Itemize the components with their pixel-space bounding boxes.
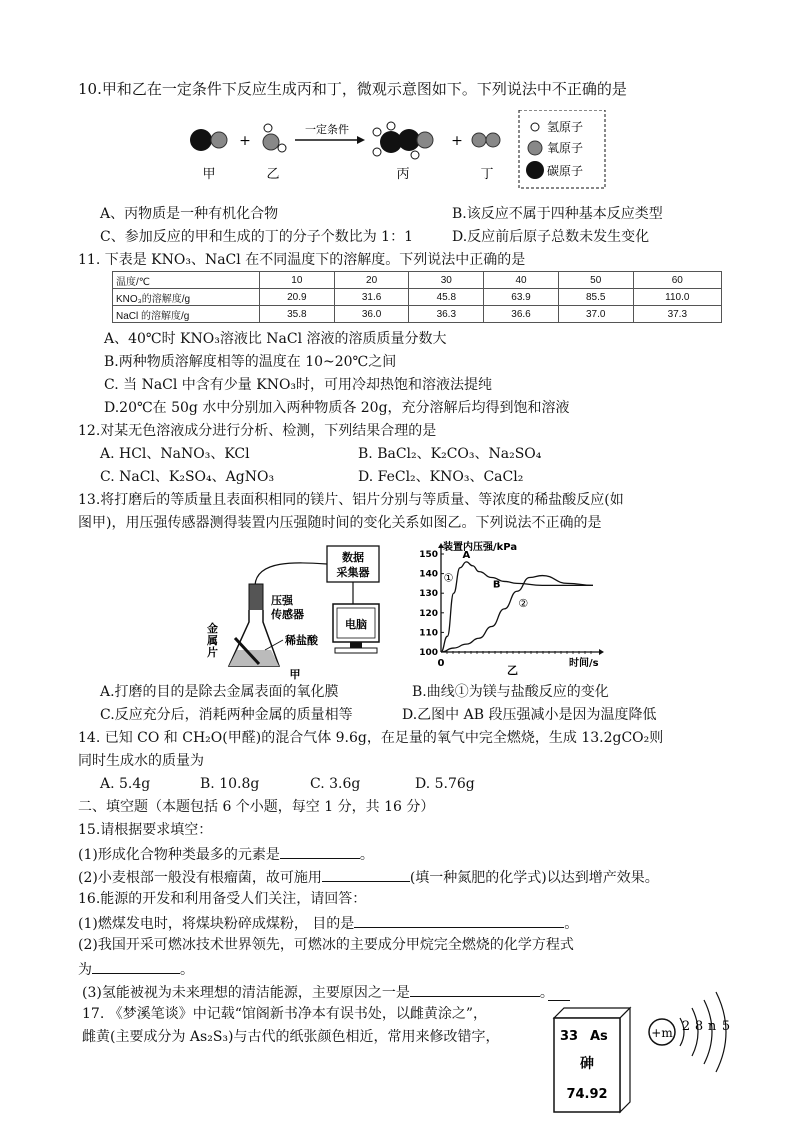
- element-symbol: As: [590, 1029, 608, 1044]
- q16-stem: 16.能源的开发和利用备受人们关注，请回答：: [78, 891, 367, 907]
- q10-option-b: B.该反应不属于四种基本反应类型: [452, 206, 663, 222]
- computer-stand: [350, 642, 362, 648]
- metal-label-2: 属: [207, 634, 218, 647]
- q13-option-b: B.曲线①为镁与盐酸反应的变化: [412, 684, 609, 700]
- table-cell: 20: [334, 272, 409, 289]
- q14-stem-line1: 14. 已知 CO 和 CH₂O(甲醛)的混合气体 9.6g，在足量的氧气中完全燃烧，生成 13.2gCO₂则: [78, 730, 664, 746]
- table-row: [113, 289, 722, 306]
- table-row: [113, 272, 722, 289]
- table-cell: 36.3: [409, 306, 484, 323]
- y-tick-label: 120: [419, 608, 438, 619]
- q12-option-c: C. NaCl、K₂SO₄、AgNO₃: [100, 469, 275, 485]
- oxygen-atom-icon: [528, 141, 542, 155]
- q14-option-b: B. 10.8g: [200, 776, 260, 792]
- hydrogen-atom-icon: [264, 124, 272, 132]
- table-header-cell: KNO₃的溶解度/g: [113, 289, 260, 306]
- y-tick-label: 150: [419, 550, 438, 560]
- oxygen-atom-icon: [486, 133, 500, 147]
- q15-line1-end: 。: [359, 847, 374, 863]
- q13-option-d: D.乙图中 AB 段压强减小是因为温度降低: [402, 707, 657, 723]
- computer-base: [335, 648, 377, 653]
- computer-label: 电脑: [345, 618, 367, 631]
- label-ding: 丁: [480, 167, 494, 182]
- q15-line2-end: (填一种氮肥的化学式)以达到增产效果。: [409, 870, 659, 886]
- hydrogen-atom-icon: [531, 123, 539, 131]
- q16-line3-text: (3)氢能被视为未来理想的清洁能源，主要原因之一是: [82, 985, 410, 1001]
- q16-line2a: (2)我国开采可燃冰技术世界领先，可燃冰的主要成分甲烷完全燃烧的化学方程式: [78, 937, 574, 953]
- arrow-label: 一定条件: [305, 123, 349, 136]
- y-tick-label: 140: [419, 569, 438, 580]
- table-cell: 40: [484, 272, 559, 289]
- y-tick-label: 110: [419, 628, 438, 639]
- table-cell: 31.6: [334, 289, 409, 306]
- plus-sign: +: [451, 133, 463, 149]
- pressure-sensor: [249, 584, 263, 612]
- q15-line2: [78, 867, 659, 887]
- annotation-b: B: [492, 579, 501, 591]
- series-line-1: [441, 562, 593, 652]
- q16-line2b: [78, 959, 194, 979]
- oxygen-atom-icon: [472, 133, 486, 147]
- q13-stem-line1: 13.将打磨后的等质量且表面积相同的镁片、铝片分别与等质量、等浓度的稀盐酸反应(如: [78, 492, 624, 508]
- label-yi: 乙: [266, 167, 280, 182]
- y-tick-label: 130: [419, 589, 438, 600]
- q17-line1: 17. 《梦溪笔谈》中记载“馆阁新书净本有误书处，以雌黄涂之”，: [82, 1006, 488, 1022]
- oxygen-atom-icon: [263, 134, 279, 150]
- q12-stem: 12.对某无色溶液成分进行分析、检测，下列结果合理的是: [78, 423, 437, 439]
- table-cell: 110.0: [633, 289, 721, 306]
- series-label: ②: [518, 596, 529, 610]
- label-jia: 甲: [202, 167, 216, 182]
- table-cell: 10: [260, 272, 335, 289]
- q11-option-d: D.20℃在 50g 水中分别加入两种物质各 20g，充分溶解后均得到饱和溶液: [104, 400, 570, 416]
- q14-stem-line2: 同时生成水的质量为: [78, 753, 204, 769]
- pressure-chart: [415, 540, 605, 675]
- shell-electrons: 5: [721, 1019, 731, 1034]
- pressure-sensor-label-1: 压强: [271, 594, 293, 607]
- chart-caption: 乙: [507, 664, 518, 675]
- table-cell: 63.9: [484, 289, 559, 306]
- annotation-a: A: [462, 549, 471, 561]
- label-bing: 丙: [396, 167, 410, 182]
- metal-label-3: 片: [207, 646, 218, 659]
- q17-blank-mark: [548, 1000, 570, 1001]
- q10-option-a: A、丙物质是一种有机化合物: [100, 206, 279, 222]
- nucleus-charge: +m: [651, 1026, 673, 1040]
- q10-option-d: D.反应前后原子总数未发生变化: [452, 229, 650, 245]
- q10-option-c: C、参加反应的甲和生成的丁的分子个数比为 1：1: [100, 229, 413, 245]
- y-axis-label: 装置内压强/kPa: [443, 542, 518, 553]
- answer-blank[interactable]: [92, 959, 180, 974]
- shell-electrons: 2: [681, 1019, 691, 1034]
- q12-option-b: B. BaCl₂、K₂CO₃、Na₂SO₄: [358, 446, 542, 462]
- table-cell: 35.8: [260, 306, 335, 323]
- x-axis-arrow-icon: [599, 649, 604, 655]
- element-tile-arsenic: [550, 1006, 634, 1116]
- arrow-head-icon: [357, 136, 365, 144]
- table-header-cell: 温度/℃: [113, 272, 260, 289]
- shell-electrons: 8: [694, 1019, 704, 1034]
- q16-line2b-text: 为: [78, 962, 92, 978]
- atomic-number: 33: [560, 1029, 579, 1044]
- q15-line1: [78, 844, 374, 864]
- q12-option-a: A. HCl、NaNO₃、KCl: [100, 446, 250, 462]
- element-name: 砷: [580, 1056, 594, 1072]
- q14-option-d: D. 5.76g: [415, 776, 475, 792]
- table-cell: 37.3: [633, 306, 721, 323]
- atom-structure-diagram: [642, 988, 742, 1076]
- tile-3d-side: [620, 1008, 630, 1112]
- q16-line1-end: 。: [564, 916, 579, 932]
- table-cell: 50: [558, 272, 633, 289]
- hydrogen-atom-icon: [387, 122, 395, 130]
- sensor-cable: [255, 563, 327, 585]
- answer-blank[interactable]: [280, 844, 360, 859]
- q14-option-c: C. 3.6g: [310, 776, 361, 792]
- plus-sign: +: [239, 133, 251, 149]
- q15-stem: 15.请根据要求填空：: [78, 822, 213, 838]
- table-cell: 36.6: [484, 306, 559, 323]
- tile-3d-top: [554, 1008, 630, 1018]
- solubility-table: [112, 271, 722, 323]
- atomic-mass: 74.92: [566, 1087, 608, 1102]
- q16-line1: [78, 913, 578, 933]
- table-cell: 60: [633, 272, 721, 289]
- x-axis-label: 时间/s: [569, 658, 599, 669]
- series-line-2: [441, 576, 593, 652]
- series-label: ①: [443, 571, 454, 585]
- q16-line1-text: (1)燃煤发电时，将煤块粉碎成煤粉， 目的是: [78, 916, 355, 932]
- table-row: [113, 306, 722, 323]
- hydrogen-atom-icon: [373, 128, 381, 136]
- oxygen-atom-icon: [417, 132, 433, 148]
- y-tick-label: 100: [419, 648, 438, 658]
- q13-stem-line2: 图甲)，用压强传感器测得装置内压强随时间的变化关系如图乙。下列说法不正确的是: [78, 515, 602, 531]
- q11-option-c: C. 当 NaCl 中含有少量 KNO₃时，可用冷却热饱和溶液法提纯: [104, 377, 493, 393]
- data-collector-label-2: 采集器: [336, 566, 370, 579]
- origin-label: 0: [437, 658, 445, 669]
- oxygen-atom-icon: [211, 132, 227, 148]
- q15-line1-text: (1)形成化合物种类最多的元素是: [78, 847, 280, 863]
- carbon-atom-icon: [190, 129, 212, 151]
- table-cell: 45.8: [409, 289, 484, 306]
- q10-reaction-figure: [185, 110, 615, 190]
- metal-label-1: 金: [207, 622, 218, 635]
- figure-a-caption: 甲: [289, 668, 301, 680]
- table-header-cell: NaCl 的溶解度/g: [113, 306, 260, 323]
- data-collector-label-1: 数据: [342, 551, 364, 564]
- q16-line2b-end: 。: [180, 962, 194, 978]
- q11-option-b: B.两种物质溶解度相等的温度在 10~20℃之间: [104, 354, 397, 370]
- q12-option-d: D. FeCl₂、KNO₃、CaCl₂: [358, 469, 524, 485]
- legend-hydrogen: 氢原子: [547, 120, 584, 134]
- pressure-sensor-label-2: 传感器: [271, 608, 304, 621]
- section-title: 二、填空题（本题包括 6 个小题，每空 1 分，共 16 分）: [78, 799, 435, 815]
- carbon-atom-icon: [526, 161, 544, 179]
- q17-line2: 雌黄(主要成分为 As₂S₃)与古代的纸张颜色相近，常用来修改错字，: [82, 1029, 500, 1045]
- q16-line3-end: 。: [539, 985, 554, 1001]
- q13-option-a: A.打磨的目的是除去金属表面的氧化膜: [100, 684, 339, 700]
- table-cell: 85.5: [558, 289, 633, 306]
- hydrogen-atom-icon: [373, 148, 381, 156]
- q14-option-a: A. 5.4g: [100, 776, 151, 792]
- hydrogen-atom-icon: [411, 151, 419, 159]
- table-cell: 36.0: [334, 306, 409, 323]
- table-cell: 20.9: [260, 289, 335, 306]
- table-cell: 37.0: [558, 306, 633, 323]
- legend-carbon: 碳原子: [547, 164, 584, 178]
- q11-option-a: A、40℃时 KNO₃溶液比 NaCl 溶液的溶质质量分数大: [104, 331, 447, 347]
- table-cell: 30: [409, 272, 484, 289]
- q11-stem: 11. 下表是 KNO₃、NaCl 在不同温度下的溶解度。下列说法中正确的是: [78, 252, 526, 268]
- answer-blank[interactable]: [354, 913, 564, 928]
- q10-stem: 10.甲和乙在一定条件下反应生成丙和丁，微观示意图如下。下列说法中不正确的是: [78, 80, 627, 98]
- q15-line2-text: (2)小麦根部一般没有根瘤菌，故可施用: [78, 870, 322, 886]
- acid-label: 稀盐酸: [285, 634, 318, 647]
- answer-blank[interactable]: [322, 867, 410, 882]
- shell-electrons: n: [707, 1019, 717, 1034]
- q16-line3: [82, 982, 554, 1002]
- q13-option-c: C.反应充分后，消耗两种金属的质量相等: [100, 707, 353, 723]
- hydrogen-atom-icon: [278, 144, 286, 152]
- answer-blank[interactable]: [410, 982, 540, 997]
- apparatus-figure: [205, 540, 395, 680]
- legend-oxygen: 氧原子: [547, 141, 584, 155]
